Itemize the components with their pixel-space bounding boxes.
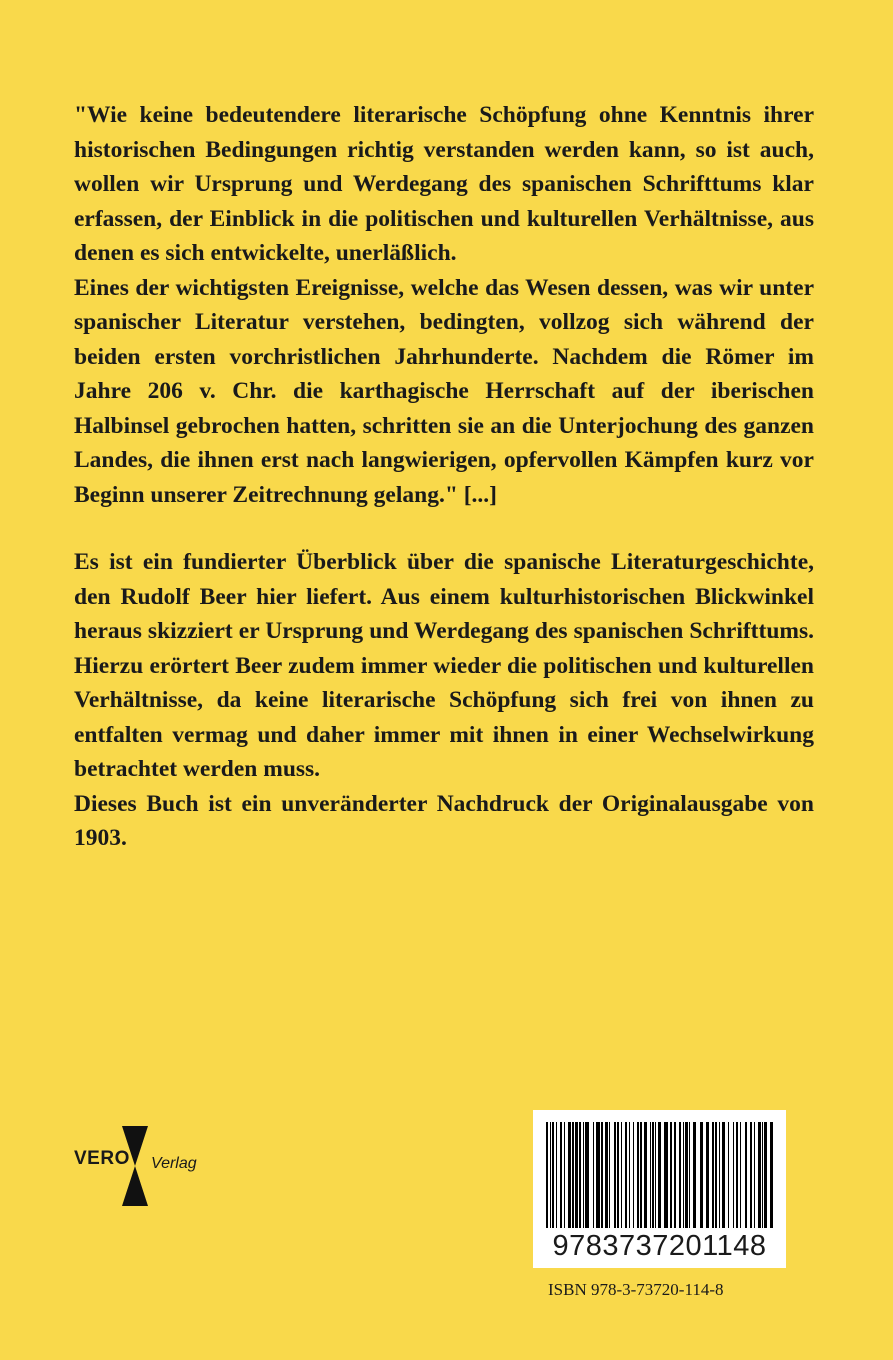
logo-verlag-text: Verlag xyxy=(151,1155,197,1172)
barcode xyxy=(533,1110,786,1268)
quote-block xyxy=(74,98,814,512)
logo-vero-text: VERO xyxy=(74,1148,130,1169)
description-paragraph-1: Es ist ein fundierter Überblick über die spanische Literaturgeschichte, den Rudolf Beer hier liefert. Aus einem kulturhistorischen Blickwinkel heraus skizziert er Ursprung und Werdegang des spanischen Schrifttums. Hierzu erörtert Beer zudem immer wieder die politischen und kulturellen Verhältnisse, da keine literarische Schöpfung sich frei von ihnen zu entfalten vermag und daher immer mit ihnen in einer Wechselwirkung betrachtet werden muss. xyxy=(74,549,814,782)
quote-paragraph-1: "Wie keine bedeutendere literarische Schöpfung ohne Kenntnis ihrer historischen Bedingungen richtig verstanden werden kann, so ist auch, wollen wir Ursprung und Werdegang des spanischen Schrifttums klar erfassen, der Einblick in die politischen und kulturellen Verhältnisse, aus denen es sich entwickelte, unerläßlich. xyxy=(74,102,814,266)
publisher-logo xyxy=(74,1126,214,1206)
description-block xyxy=(74,545,814,856)
barcode-icon xyxy=(546,1122,773,1228)
description-paragraph-2: Dieses Buch ist ein unveränderter Nachdruck der Originalausgabe von 1903. xyxy=(74,790,814,851)
isbn-label: ISBN 978-3-73720-114-8 xyxy=(548,1280,724,1299)
quote-paragraph-2: Eines der wichtigsten Ereignisse, welche das Wesen dessen, was wir unter spanischer Literatur verstehen, bedingten, vollzog sich während der beiden ersten vorchristlichen Jahrhunderte. Nachdem die Römer im Jahre 206 v. Chr. die karthagische Herrschaft auf der iberischen Halbinsel gebrochen hatten, schritten sie an die Unterjochung des ganzen Landes, die ihnen erst nach langwierigen, opfervollen Kämpfen kurz vor Beginn unserer Zeitrechnung gelang." [...] xyxy=(74,274,814,508)
barcode-digits: 9783737201148 xyxy=(552,1230,767,1262)
